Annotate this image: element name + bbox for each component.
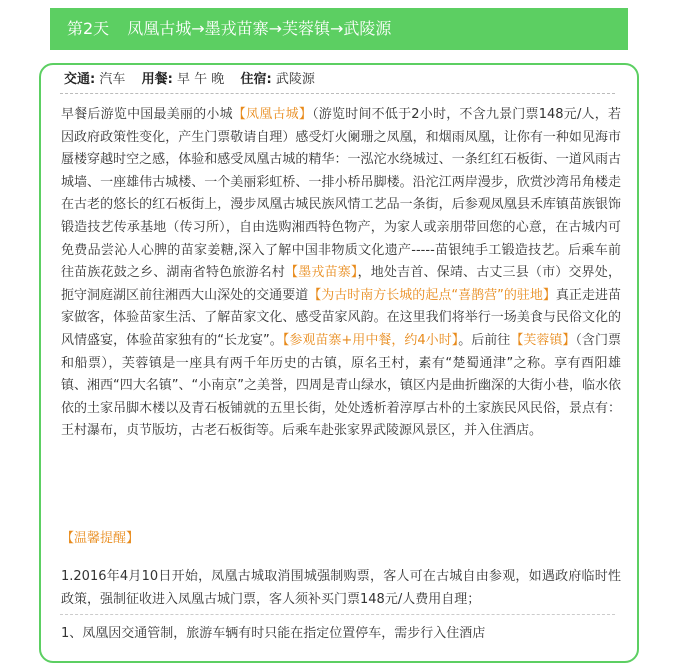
info-divider — [60, 93, 615, 94]
tips-title: 【温馨提醒】 — [61, 531, 140, 546]
stay-value: 武陵源 — [275, 72, 315, 87]
itinerary-description — [61, 104, 621, 443]
description-text: （游览时间不低于2小时，不含九景门票148元/人，若因政府政策性变化，产生门票敬请自理）感受灯火阑珊之凤凰，和烟雨凤凰，让你有一种如见海市蜃楼穿越时空之感，体验和感受凤凰古城的精华：一泓沱水绕城过、一条红红石板街、一道风雨古城墙、一座雄伟古城楼、一个美丽彩虹桥、一排小桥吊脚楼。沿沱江两岸漫步，欣赏沙湾吊角楼走在古老的悠长的红石板街上，漫步凤凰古城民族风情工艺品一条街，后参观凤凰县禾库镇苗族银饰锻造技艺传承基地（传习所），自由选购湘西特色物产，为家人或亲朋带回您的心意，在古城内可免费品尝沁人心脾的苗家姜糖,深入了解中国非物质文化遗产-----苗银纯手工锻造技艺。后乘车前往苗族花鼓之乡、湖南省特色旅游名村 — [61, 107, 621, 281]
tip-item: 1、凤凰因交通管制，旅游车辆有时只能在指定位置停车，需步行入住酒店 — [61, 626, 486, 641]
meal-label: 用餐: — [141, 72, 173, 87]
tip-item: 1.2016年4月10日开始，凤凰古城取消围城强制购票，客人可在古城自由参观，如遇政府临时性政策，强制征收进入凤凰古城门票，客人须补买门票148元/人费用自理； — [61, 569, 621, 607]
day-header — [50, 8, 628, 50]
highlight-visit-lunch: 【参观苗寨+用中餐，约4小时】 — [282, 332, 459, 348]
highlight-furong: 【芙蓉镇】 — [510, 332, 576, 348]
meal-value: 早 午 晚 — [176, 72, 225, 87]
description-text: 真正走进苗家做客，体验苗家生活、了解苗家文化、感受苗家风韵。在这里我们将举行一场美食与民俗文化的风情盛宴，体验苗家独有的“长龙宴”。 — [61, 287, 621, 348]
tip-divider — [60, 614, 615, 615]
day-route: 凤凰古城→墨戎苗寨→芙蓉镇→武陵源 — [127, 19, 392, 38]
description-text: 早餐后游览中国最美丽的小城 — [61, 107, 233, 122]
day-label: 第2天 — [67, 19, 110, 38]
highlight-xiqueying: 【为古时南方长城的起点“喜鹊营”的驻地】 — [308, 287, 556, 303]
description-text: 。后前往 — [458, 332, 511, 348]
description-text: （含门票和船票），芙蓉镇是一座具有两千年历史的古镇，原名王村，素有“楚蜀通津”之称。享有酉阳雄镇、湘西“四大名镇”、“小南京”之美誉，四周是青山绿水，镇区内是曲折幽深的大街小巷，临水依依的土家吊脚木楼以及青石板铺就的五里长街，处处透析着淳厚古朴的土家族民风民俗，景点有：王村瀑布，贞节版坊，古老石板街等。后乘车赴张家界武陵源风景区，并入住酒店。 — [61, 332, 621, 439]
stay-label: 住宿: — [240, 72, 272, 87]
highlight-fenghuang: 【凤凰古城】 — [232, 107, 313, 122]
itinerary-card — [39, 63, 639, 663]
info-row — [64, 70, 315, 90]
transport-value: 汽车 — [99, 72, 126, 87]
description-text: ，地处吉首、保靖、古丈三县（市）交界处，扼守洞庭湖区前往湘西大山深处的交通要道 — [61, 265, 621, 303]
transport-label: 交通: — [64, 72, 96, 87]
highlight-morong: 【墨戎苗寨】 — [285, 265, 358, 281]
